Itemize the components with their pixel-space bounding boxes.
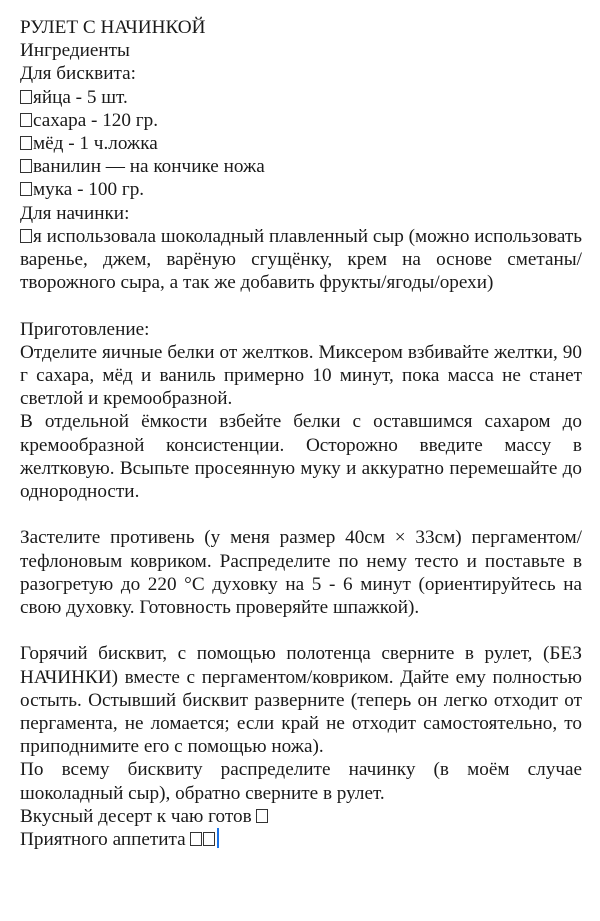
missing-glyph-icon [256, 809, 268, 823]
filling-item: я использовала шоколадный плавленный сыр (можно использовать варенье, джем, варёную сгущёнку, крем на основе сметаны/творожного сыра, а так же добавить фрукты/ягоды/орехи) [20, 225, 587, 294]
step-paragraph: В отдельной ёмкости взбейте белки с оставшимся сахаром до кремообразной консистенции. Осторожно введите массу в желтковую. Всыпьте просеянную муку и аккуратно перемешайте до однородности. [20, 411, 587, 503]
ingredient-item: ванилин — на кончике ножа [20, 155, 582, 178]
ingredient-item: яйца - 5 шт. [20, 86, 582, 109]
missing-glyph-icon [20, 159, 32, 173]
step-paragraph: Отделите яичные белки от желтков. Миксером взбивайте желтки, 90 г сахара, мёд и ваниль примерно 10 минут, пока масса не станет светлой и кремообразной. [20, 341, 587, 410]
closing-line: Приятного аппетита [20, 828, 582, 851]
missing-glyph-icon [203, 832, 215, 846]
ingredient-item: мука - 100 гр. [20, 178, 582, 201]
document-body[interactable] [20, 16, 587, 851]
ingredients-heading: Ингредиенты [20, 40, 130, 62]
blank-line [20, 503, 582, 526]
recipe-title: РУЛЕТ С НАЧИНКОЙ [20, 17, 206, 38]
sponge-heading: Для бисквита: [20, 63, 136, 85]
blank-line [20, 619, 582, 642]
text-cursor [217, 828, 219, 848]
missing-glyph-icon [20, 182, 32, 196]
step-paragraph: По всему бисквиту распределите начинку (в моём случае шоколадный сыр), обратно сверните в рулет. [20, 759, 587, 804]
missing-glyph-icon [20, 229, 32, 243]
ingredient-item: мёд - 1 ч.ложка [20, 132, 582, 155]
step-paragraph: Застелите противень (у меня размер 40см × 33см) пергаментом/тефлоновым ковриком. Распределите по нему тесто и поставьте в разогретую до 220 °С духовку на 5 - 6 минут (ориентируйтесь на свою духовку. Готовность проверяйте шпажкой). [20, 527, 587, 619]
blank-line [20, 294, 582, 317]
tea-line: Вкусный десерт к чаю готов [20, 805, 582, 828]
missing-glyph-icon [20, 90, 32, 104]
ingredient-item: сахара - 120 гр. [20, 109, 582, 132]
missing-glyph-icon [20, 113, 32, 127]
prep-heading: Приготовление: [20, 318, 150, 340]
filling-heading: Для начинки: [20, 202, 130, 224]
missing-glyph-icon [190, 832, 202, 846]
missing-glyph-icon [20, 136, 32, 150]
step-paragraph: Горячий бисквит, с помощью полотенца сверните в рулет, (БЕЗ НАЧИНКИ) вместе с пергаментом/ковриком. Дайте ему полностью остыть. Остывший бисквит разверните (теперь он легко отходит от пергамента, не ломается; если край не отходит самостоятельно, то приподнимите его с помощью ножа). [20, 643, 587, 758]
